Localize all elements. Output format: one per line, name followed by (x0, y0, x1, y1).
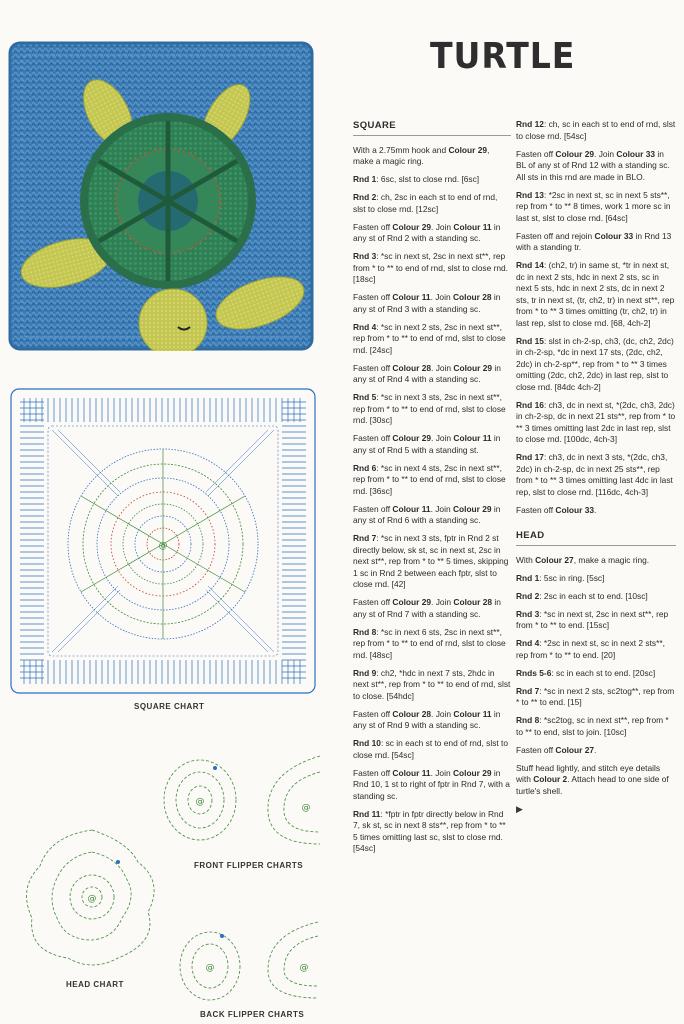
section-heading-head: HEAD (516, 530, 676, 546)
svg-text:@: @ (195, 797, 205, 807)
head-step: Rnd 8: *sc2tog, sc in next st**, rep from * to ** to end, slst to join. [10sc] (516, 715, 669, 737)
front-flipper-caption: FRONT FLIPPER CHARTS (194, 861, 304, 870)
turtle-square-photo (8, 41, 314, 351)
square-step: Rnd 10: sc in each st to end of rnd, slst to close rnd. [54sc] (353, 738, 509, 760)
svg-text:@: @ (158, 541, 168, 551)
square-step: Rnd 8: *sc in next 6 sts, 2sc in next st**, rep from * to ** to end of rnd, slst to close rnd. [48sc] (353, 626, 506, 660)
head-chart-caption: HEAD CHART (66, 980, 124, 989)
square-step: Fasten off Colour 28. Join Colour 29 in any st of Rnd 4 with a standing sc. (353, 362, 501, 384)
square-step: Rnd 3: *sc in next st, 2sc in next st**, rep from * to ** to end of rnd, slst to close rnd. [18sc] (353, 251, 509, 284)
svg-text:@: @ (299, 963, 309, 973)
square-step: Fasten off Colour 29. Join Colour 11 in any st of Rnd 5 with a standing st. (353, 433, 501, 455)
square-step: With a 2.75mm hook and Colour 29, make a magic ring. (353, 144, 490, 166)
square-step: Rnd 15: slst in ch-2-sp, ch3, (dc, ch2, 2dc) in ch-2-sp, *dc in next 17 sts, (2dc, ch2, 2dc) in ch-2-sp**, rep from * to ** 3 times omitting (2dc, ch2, 2dc) in last rep, slst to close rnd. [84dc 4ch-2] (516, 335, 674, 392)
square-step: Rnd 17: ch3, dc in next 3 sts, *(2dc, ch3, 2dc) in ch-2-sp, dc in next 25 sts**, rep from * to ** 3 times omitting last 4dc in last rep, slst to close rnd. [116dc, 4ch-3] (516, 452, 673, 497)
section-heading-square: SQUARE (353, 120, 511, 136)
head-step: Stuff head lightly, and stitch eye details with Colour 2. Attach head to one side of turtle's shell. (516, 762, 669, 796)
square-step: Rnd 14: (ch2, tr) in same st, *tr in next st, dc in next 2 sts, hdc in next 2 sts, sc in next 5 sts, hdc in next 2 sts, dc in next 2 sts, tr in next st, (tr, ch2, tr) in next st**, rep from * to ** 3 times omitting (tr, ch2, tr) in last rep, slst to close rnd. [68, 4ch-2] (516, 260, 675, 328)
square-step: Fasten off Colour 29. Join Colour 11 in any st of Rnd 2 with a standing sc. (353, 221, 501, 243)
page-title: TURTLE (430, 36, 576, 77)
head-step: Rnd 1: 5sc in ring. [5sc] (516, 572, 605, 583)
head-chart-diagram (18, 822, 166, 972)
head-step: Rnd 4: *2sc in next st, sc in next 2 sts**, rep from * to ** to end. [20] (516, 638, 665, 660)
square-step: Fasten off Colour 11. Join Colour 29 in Rnd 10, 1 st to right of fptr in Rnd 7, with a standing sc. (353, 767, 510, 801)
back-flipper-chart-left (174, 924, 246, 1006)
square-step: Fasten off Colour 11. Join Colour 29 in any st of Rnd 6 with a standing sc. (353, 503, 501, 525)
head-instructions (516, 555, 676, 798)
square-step: Rnd 2: ch, 2sc in each st to end of rnd, slst to close rnd. [12sc] (353, 192, 498, 214)
square-step: Fasten off and rejoin Colour 33 in Rnd 13 with a standing tr. (516, 230, 672, 252)
square-step: Rnd 6: *sc in next 4 sts, 2sc in next st**, rep from * to ** to end of rnd, slst to close rnd. [36sc] (353, 462, 506, 496)
back-flipper-chart-right (262, 918, 320, 1002)
square-step: Fasten off Colour 29. Join Colour 28 in any st of Rnd 7 with a standing sc. (353, 597, 501, 619)
square-step: Fasten off Colour 11. Join Colour 28 in any st of Rnd 3 with a standing sc. (353, 292, 501, 314)
square-step: Rnd 9: ch2, *hdc in next 7 sts, 2hdc in next st**, rep from * to ** to end of rnd, slst to close. [54hdc] (353, 667, 511, 701)
square-instructions-continued (516, 119, 676, 516)
head-step: Rnd 2: 2sc in each st to end. [10sc] (516, 590, 648, 601)
svg-text:@: @ (205, 963, 215, 973)
svg-text:@: @ (87, 894, 97, 904)
square-step: Fasten off Colour 28. Join Colour 11 in any st of Rnd 9 with a standing sc. (353, 708, 501, 730)
square-chart-diagram (8, 386, 318, 696)
front-flipper-chart-left (158, 752, 244, 848)
head-step: With Colour 27, make a magic ring. (516, 554, 650, 565)
square-step: Rnd 5: *sc in next 3 sts, 2sc in next st**, rep from * to ** to end of rnd, slst to close rnd. [30sc] (353, 392, 506, 425)
svg-text:@: @ (301, 803, 311, 813)
square-step: Rnd 7: *sc in next 3 sts, fptr in Rnd 2 st directly below, sk st, sc in next st, 2sc in next st**, rep from * to ** 5 times, skipping 1 sc in Rnd 2 between each fptr, slst to close rnd. [42] (353, 533, 509, 589)
square-step: Rnd 12: ch, sc in each st to end of rnd, slst to close rnd. [54sc] (516, 119, 676, 141)
continue-arrow-icon: ▶ (516, 803, 523, 814)
head-step: Rnd 7: *sc in next 2 sts, sc2tog**, rep from * to ** to end. [15] (516, 685, 675, 707)
square-step: Rnd 11: *fptr in fptr directly below in Rnd 7, sk st, sc in next 8 sts**, rep from * to ** 5 times omitting last sc, slst to close rnd. [54sc] (353, 808, 506, 853)
back-flipper-caption: BACK FLIPPER CHARTS (200, 1010, 305, 1019)
instructions-column-left (353, 120, 511, 861)
square-step: Rnd 4: *sc in next 2 sts, 2sc in next st**, rep from * to ** to end of rnd, slst to close rnd. [24sc] (353, 321, 506, 355)
square-step: Fasten off Colour 29. Join Colour 33 in BL of any st of Rnd 12 with a standing sc. All sts in this rnd are made in BLO. (516, 148, 670, 182)
instructions-column-right (516, 119, 676, 815)
square-step: Rnd 13: *2sc in next st, sc in next 5 sts**, rep from * to ** 8 times, work 1 more sc in last st, slst to close rnd. [64sc] (516, 189, 671, 223)
head-step: Rnd 3: *sc in next st, 2sc in next st**, rep from * to ** to end. [15sc] (516, 608, 669, 630)
square-instructions (353, 145, 511, 855)
head-step: Rnds 5-6: sc in each st to end. [20sc] (516, 667, 656, 678)
square-step: Rnd 16: ch3, dc in next st, *(2dc, ch3, 2dc) in ch-2-sp, dc in next 21 sts**, rep from * to ** 3 times omitting last 2dc in last rep, slst to close rnd. [100dc, 4ch-3] (516, 399, 676, 444)
head-step: Fasten off Colour 27. (516, 744, 597, 755)
front-flipper-chart-right (262, 752, 322, 848)
square-chart-caption: SQUARE CHART (134, 702, 205, 711)
square-step: Fasten off Colour 33. (516, 504, 597, 515)
square-step: Rnd 1: 6sc, slst to close rnd. [6sc] (353, 174, 480, 184)
